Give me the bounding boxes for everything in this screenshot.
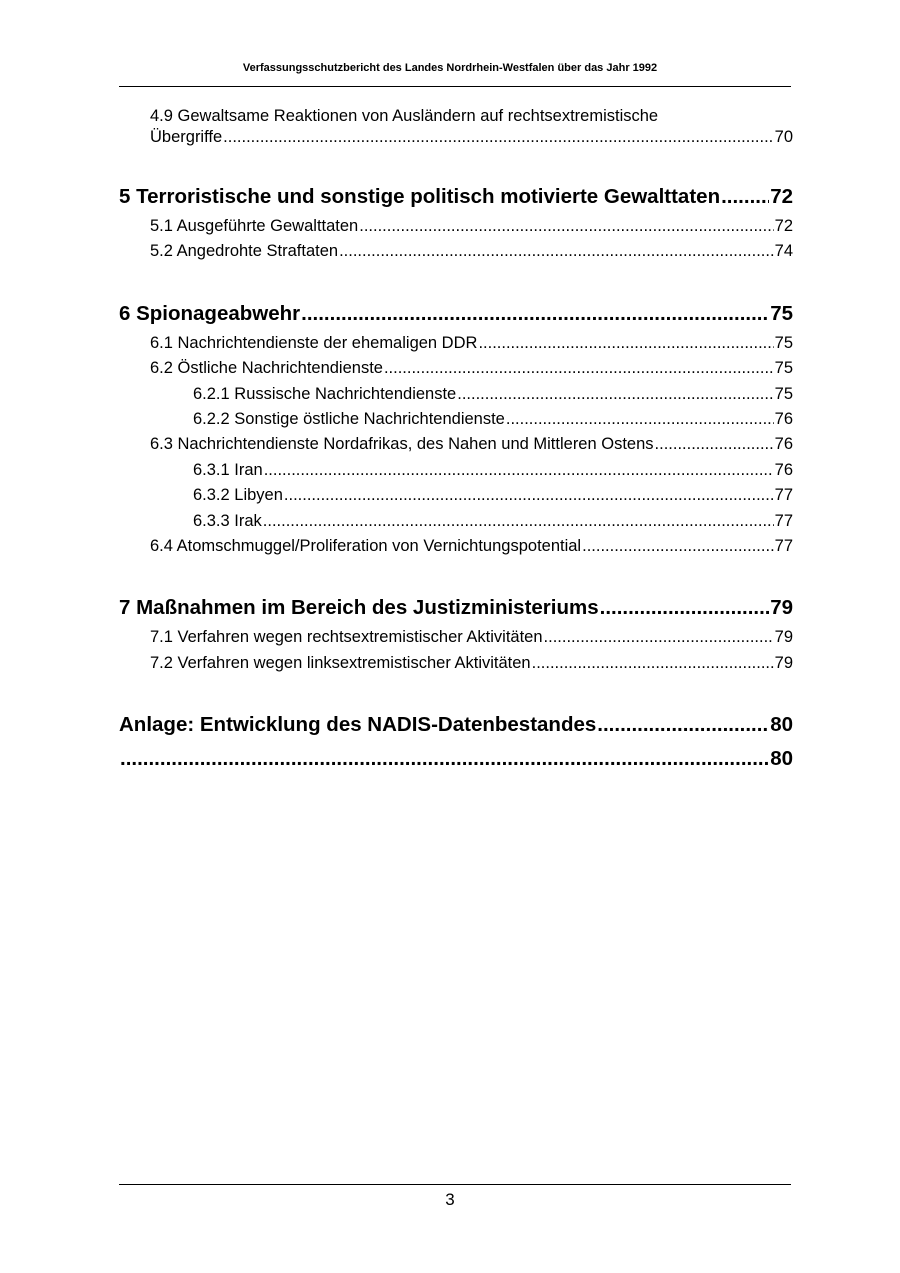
dot-leader	[120, 742, 769, 776]
toc-page-number: 79	[774, 628, 793, 647]
toc-entry-label: 6.3 Nachrichtendienste Nordafrikas, des Nahen und Mittleren Ostens	[150, 435, 654, 454]
toc-entry-label: 6.2.2 Sonstige östliche Nachrichtendienste	[193, 409, 505, 428]
toc-page-number: 77	[774, 536, 793, 555]
toc-page-number: 76	[774, 409, 793, 428]
toc-entry-6-3[interactable]	[119, 432, 793, 457]
toc-entry-7-2[interactable]	[119, 651, 793, 676]
toc-entry-label: 4.9 Gewaltsame Reaktionen von Ausländern auf rechtsextremistische	[150, 107, 659, 125]
toc-section-label: 5 Terroristische und sonstige politisch motivierte Gewalttaten	[119, 185, 721, 208]
dot-leader	[284, 483, 774, 508]
toc-entry-label: 6.2 Östliche Nachrichtendienste	[150, 359, 383, 378]
toc-entry-label: 6.3.3 Irak	[193, 511, 262, 530]
footer-rule	[119, 1184, 791, 1185]
header-rule	[119, 86, 791, 87]
toc-page-number: 70	[774, 128, 793, 146]
toc-page-number: 75	[774, 333, 793, 352]
dot-leader	[532, 651, 774, 676]
dot-leader	[600, 591, 770, 625]
toc-page-number: 77	[774, 511, 793, 530]
running-header: Verfassungsschutzbericht des Landes Nordrhein-Westfalen über das Jahr 1992	[242, 62, 658, 74]
dot-leader	[544, 625, 774, 650]
toc-entry-5-1[interactable]	[119, 214, 793, 239]
toc-entry-label: 5.1 Ausgeführte Gewalttaten	[150, 217, 359, 235]
toc-entry-6-4[interactable]	[119, 534, 793, 559]
toc-entry-label: 6.3.2 Libyen	[193, 486, 283, 505]
toc-entry-4-9[interactable]	[119, 127, 793, 148]
dot-leader	[597, 708, 769, 742]
toc-entry-label: 6.3.1 Iran	[193, 460, 263, 479]
dot-leader	[721, 180, 769, 214]
toc-entry-label: 7.2 Verfahren wegen linksextremistischer Aktivitäten	[150, 653, 531, 672]
toc-page-number: 72	[774, 217, 793, 235]
dot-leader	[223, 127, 773, 148]
toc-section-6[interactable]	[119, 297, 793, 331]
toc-page-number: 77	[774, 486, 793, 505]
toc-page-number: 76	[774, 460, 793, 479]
toc-page-number: 79	[774, 653, 793, 672]
dot-leader	[339, 239, 774, 264]
toc-page-number: 75	[770, 301, 793, 325]
toc-page-number: 76	[774, 435, 793, 454]
toc-entry-7-1[interactable]	[119, 625, 793, 650]
toc-page-number: 75	[774, 384, 793, 403]
toc-page-number: 74	[774, 242, 793, 261]
toc-entry-6-2-1[interactable]	[119, 382, 793, 407]
toc-entry-label: 6.4 Atomschmuggel/Proliferation von Vernichtungspotential	[150, 536, 582, 555]
toc-entry-4-9-line1[interactable]	[119, 106, 793, 127]
dot-leader	[263, 509, 774, 534]
toc-entry-6-3-3[interactable]	[119, 509, 793, 534]
toc-page-number: 72	[770, 185, 793, 208]
toc-section-7[interactable]	[119, 591, 793, 625]
dot-leader	[301, 297, 769, 331]
toc-section-blank[interactable]	[119, 742, 793, 776]
toc-page-number: 79	[770, 596, 793, 620]
toc-section-5[interactable]	[119, 180, 793, 214]
toc-section-label: Anlage: Entwicklung des NADIS-Datenbestandes	[119, 713, 597, 737]
toc-entry-5-2[interactable]	[119, 239, 793, 264]
dot-leader	[359, 214, 773, 239]
toc-entry-6-1[interactable]	[119, 331, 793, 356]
dot-leader	[582, 534, 774, 559]
toc-entry-6-2[interactable]	[119, 356, 793, 381]
dot-leader	[478, 331, 773, 356]
toc-section-anlage[interactable]	[119, 708, 793, 742]
dot-leader	[506, 407, 774, 432]
toc-entry-6-2-2[interactable]	[119, 407, 793, 432]
dot-leader	[384, 356, 774, 381]
toc-entry-label: 5.2 Angedrohte Straftaten	[150, 242, 339, 261]
table-of-contents	[119, 106, 793, 776]
toc-entry-label: 6.2.1 Russische Nachrichtendienste	[193, 384, 457, 403]
page-number: 3	[445, 1190, 455, 1209]
dot-leader	[264, 458, 774, 483]
toc-page-number: 80	[770, 713, 793, 737]
toc-page-number: 75	[774, 359, 793, 378]
toc-section-label: 7 Maßnahmen im Bereich des Justizministeriums	[119, 596, 599, 620]
toc-section-label: 6 Spionageabwehr	[119, 301, 301, 325]
toc-entry-label: Übergriffe	[150, 128, 223, 146]
toc-entry-label: 7.1 Verfahren wegen rechtsextremistischer Aktivitäten	[150, 628, 543, 647]
toc-entry-6-3-2[interactable]	[119, 483, 793, 508]
toc-entry-6-3-1[interactable]	[119, 458, 793, 483]
toc-page-number: 80	[770, 747, 793, 771]
dot-leader	[655, 432, 774, 457]
dot-leader	[457, 382, 773, 407]
toc-entry-label: 6.1 Nachrichtendienste der ehemaligen DDR	[150, 333, 478, 352]
